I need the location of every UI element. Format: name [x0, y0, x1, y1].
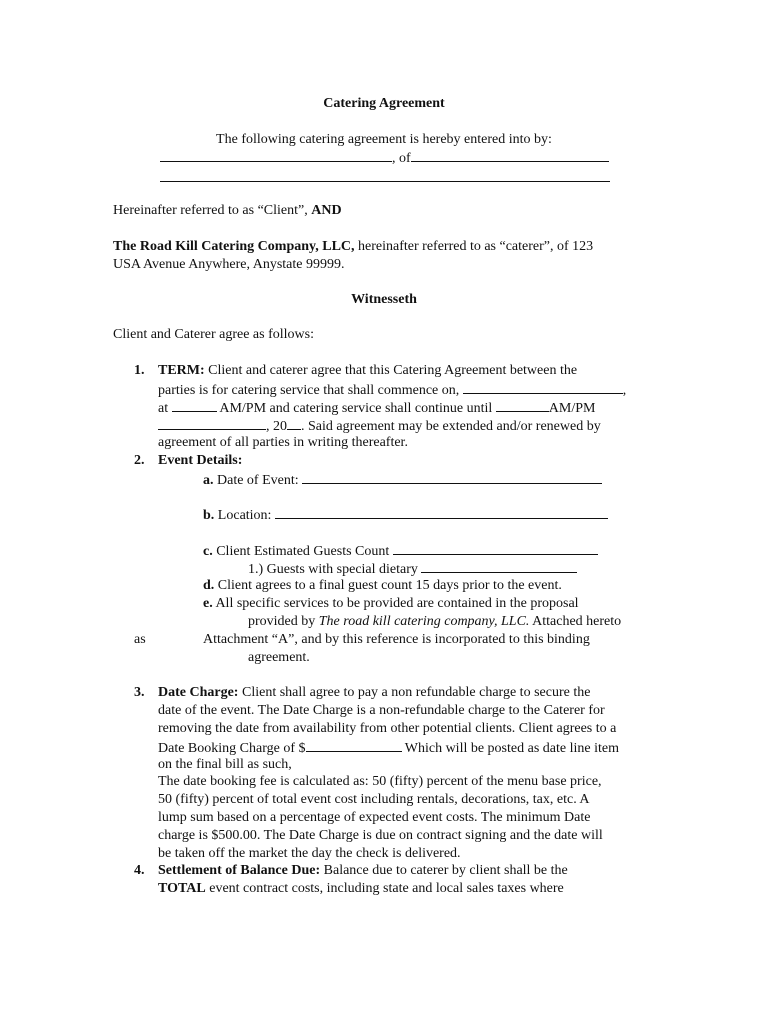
dietary-guests-blank[interactable] [421, 559, 577, 573]
guest-count-line: c. Client Estimated Guests Count [203, 541, 598, 560]
booking-charge-blank[interactable] [306, 738, 402, 752]
caterer-address: USA Avenue Anywhere, Anystate 99999. [113, 257, 345, 272]
caterer-line: The Road Kill Catering Company, LLC, hereinafter referred to as “caterer”, of 123 [113, 239, 594, 254]
settlement-number: 4. [134, 863, 145, 878]
event-location-line: b. Location: [203, 505, 608, 524]
event-date-line: a. Date of Event: [203, 470, 602, 489]
document-title: Catering Agreement [323, 96, 445, 111]
end-date-blank[interactable] [158, 416, 266, 430]
date-charge-line-10: be taken off the market the day the check is delivered. [158, 846, 461, 861]
date-charge-line-9: charge is $500.00. The Date Charge is due on contract signing and the date will [158, 828, 603, 843]
event-location-blank[interactable] [275, 505, 608, 519]
commence-date-blank[interactable] [463, 380, 623, 394]
term-line-1: TERM: Client and caterer agree that this Catering Agreement between the [158, 363, 578, 378]
date-charge-line-5: on the final bill as such, [158, 757, 292, 772]
services-line-4: agreement. [248, 650, 310, 665]
client-address-blank[interactable] [160, 181, 610, 182]
date-charge-line-6: The date booking fee is calculated as: 50 (fifty) percent of the menu base price, [158, 774, 602, 789]
term-line-2: parties is for catering service that shall commence on, , [158, 380, 626, 399]
client-reference-line: Hereinafter referred to as “Client”, AND [113, 203, 342, 218]
party-name-line: , of [160, 148, 609, 167]
date-charge-line-4: Date Booking Charge of $ Which will be posted as date line item [158, 738, 619, 757]
date-charge-number: 3. [134, 685, 145, 700]
settlement-line-1: Settlement of Balance Due: Balance due to caterer by client shall be the [158, 863, 568, 878]
services-as-word: as [134, 632, 146, 647]
agree-line: Client and Caterer agree as follows: [113, 327, 314, 342]
term-line-3: at AM/PM and catering service shall continue until AM/PM [158, 398, 595, 417]
term-number: 1. [134, 363, 145, 378]
date-charge-line-2: date of the event. The Date Charge is a non-refundable charge to the Caterer for [158, 703, 605, 718]
services-line-1: e. All specific services to be provided are contained in the proposal [203, 596, 579, 611]
term-line-5: agreement of all parties in writing thereafter. [158, 435, 408, 450]
year-blank[interactable] [287, 416, 301, 430]
date-charge-line-1: Date Charge: Client shall agree to pay a non refundable charge to secure the [158, 685, 591, 700]
client-of-blank[interactable] [411, 148, 609, 162]
date-charge-line-8: lump sum based on a percentage of expected event costs. The minimum Date [158, 810, 591, 825]
event-number: 2. [134, 453, 145, 468]
witness-heading: Witnesseth [351, 292, 417, 307]
event-heading: Event Details: [158, 453, 243, 468]
start-time-blank[interactable] [172, 398, 217, 412]
term-line-4: , 20 . Said agreement may be extended and/or renewed by [158, 416, 601, 435]
guest-count-blank[interactable] [393, 541, 598, 555]
services-line-3: Attachment “A”, and by this reference is incorporated to this binding [203, 632, 590, 647]
end-time-blank[interactable] [496, 398, 549, 412]
settlement-line-2: TOTAL event contract costs, including state and local sales taxes where [158, 881, 564, 896]
dietary-line: 1.) Guests with special dietary [248, 559, 577, 578]
date-charge-line-7: 50 (fifty) percent of total event cost including rentals, decorations, tax, etc. A [158, 792, 590, 807]
intro-line: The following catering agreement is hereby entered into by: [216, 132, 552, 147]
services-line-2: provided by The road kill catering company, LLC. Attached hereto [248, 614, 622, 629]
final-count-line: d. Client agrees to a final guest count 15 days prior to the event. [203, 578, 562, 593]
event-date-blank[interactable] [302, 470, 602, 484]
client-name-blank[interactable] [160, 148, 392, 162]
date-charge-line-3: removing the date from availability from other potential clients. Client agrees to a [158, 721, 617, 736]
